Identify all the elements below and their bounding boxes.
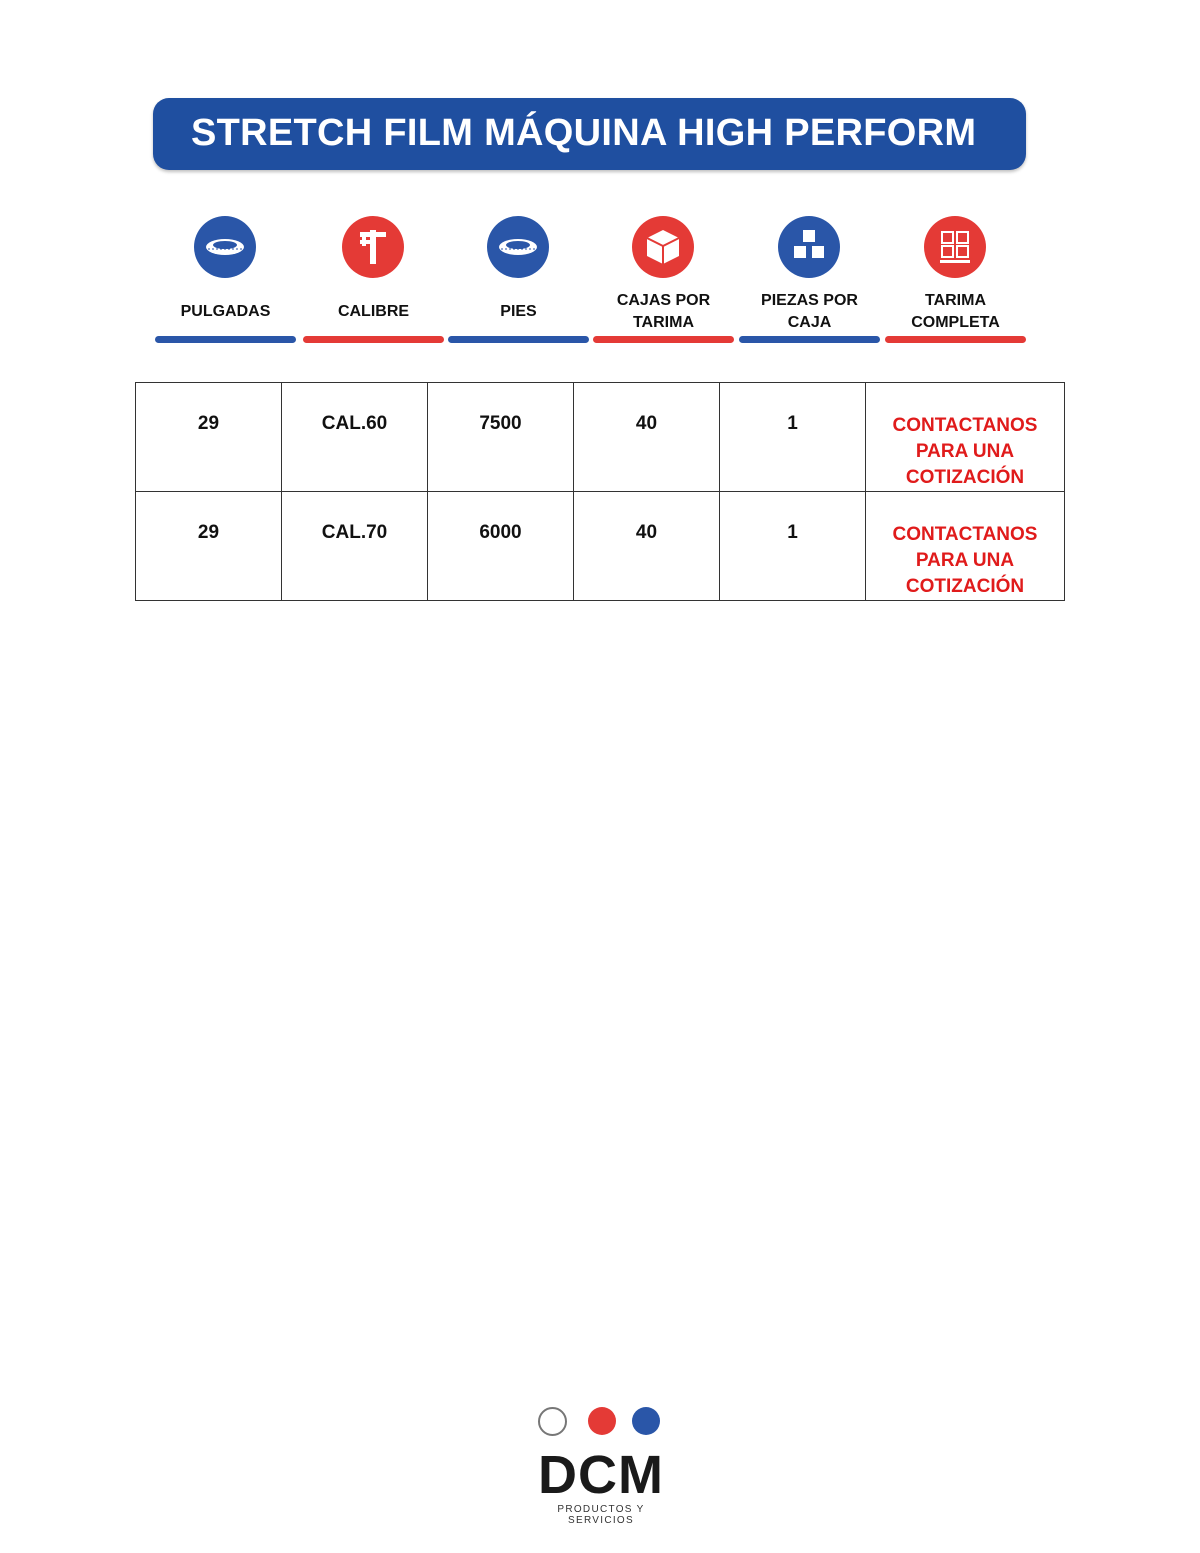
column-underline (593, 336, 734, 343)
column-underline (739, 336, 880, 343)
cell-cajas-por-tarima: 40 (574, 383, 720, 492)
table-row (136, 492, 1065, 601)
cell-cajas-por-tarima: 40 (574, 492, 720, 601)
cell-pulgadas: 29 (136, 492, 282, 601)
column-header-pulgadas (153, 212, 298, 347)
logo-dot-red (588, 1407, 616, 1435)
column-header-calibre (301, 212, 446, 347)
title-banner (153, 98, 1026, 170)
column-label: TARIMA COMPLETA (911, 292, 1000, 331)
column-label: CALIBRE (337, 303, 410, 320)
column-underline (885, 336, 1026, 343)
cell-piezas-por-caja: 1 (720, 492, 866, 601)
cell-calibre: CAL.60 (282, 383, 428, 492)
pallet-icon (924, 216, 986, 278)
product-table (135, 382, 1065, 601)
tape-measure-icon (194, 216, 256, 278)
cell-pies: 7500 (428, 383, 574, 492)
cell-tarima-completa: CONTACTANOS PARA UNA COTIZACIÓN (866, 383, 1065, 492)
column-label: CAJAS POR TARIMA (616, 292, 711, 331)
cell-pies: 6000 (428, 492, 574, 601)
caliper-icon (342, 216, 404, 278)
cell-calibre: CAL.70 (282, 492, 428, 601)
column-header-row (153, 212, 1029, 352)
column-header-pies (446, 212, 591, 347)
tape-measure-icon (487, 216, 549, 278)
column-label: PIEZAS POR CAJA (761, 292, 858, 331)
cell-tarima-completa: CONTACTANOS PARA UNA COTIZACIÓN (866, 492, 1065, 601)
column-label: PIES (500, 303, 537, 320)
box-icon (632, 216, 694, 278)
logo-tagline: PRODUCTOS Y SERVICIOS (557, 1504, 645, 1526)
column-header-piezas-por-caja (737, 212, 882, 347)
column-header-cajas-por-tarima (591, 212, 736, 347)
cell-piezas-por-caja: 1 (720, 383, 866, 492)
cubes-icon (778, 216, 840, 278)
company-logo (526, 1404, 676, 1526)
cell-pulgadas: 29 (136, 383, 282, 492)
logo-name: DCM (538, 1445, 664, 1505)
column-underline (448, 336, 589, 343)
column-header-tarima-completa (883, 212, 1028, 347)
column-label: PULGADAS (180, 303, 271, 320)
logo-dot-white (538, 1407, 567, 1436)
column-underline (303, 336, 444, 343)
column-underline (155, 336, 296, 343)
page-title: STRETCH FILM MÁQUINA HIGH PERFORM (191, 112, 977, 154)
logo-dot-blue (632, 1407, 660, 1435)
table-row (136, 383, 1065, 492)
